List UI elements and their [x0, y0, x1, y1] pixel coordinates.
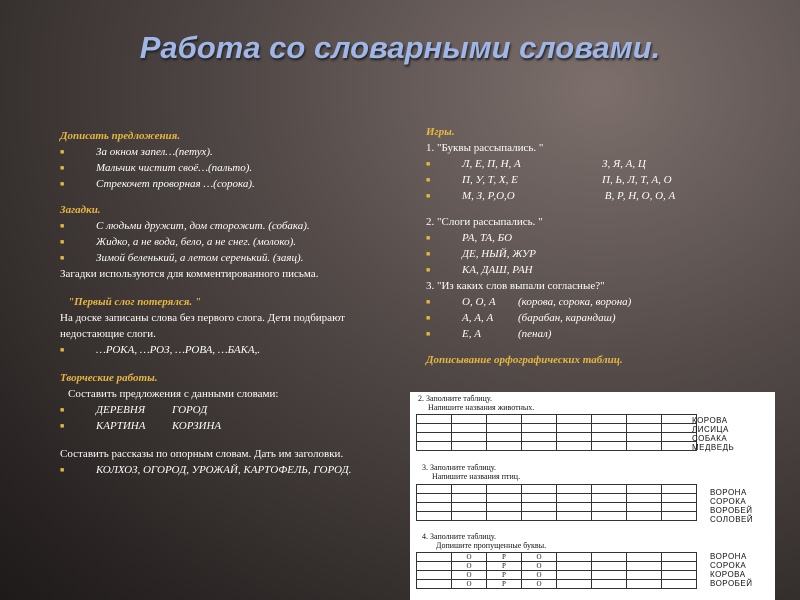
word-pair-second: ГОРОД — [172, 404, 208, 416]
game-3-title: 3. "Из каких слов выпали согласные?" — [426, 280, 605, 292]
list-item — [426, 326, 726, 342]
list-item: ■ С людьми дружит, дом сторожит. (собака). — [60, 218, 360, 234]
task-4-text — [422, 532, 546, 550]
list-item — [60, 418, 360, 434]
task-2-words — [692, 416, 734, 452]
letters-b: П, Ь, Л, Т, А, О — [602, 174, 672, 186]
stories-text: Составить рассказы по опорным словам. Дать им заголовки. — [60, 448, 344, 460]
game-2-title: 2. "Слоги рассыпались. " — [426, 216, 543, 228]
task-4-line-2: Допишите пропущенные буквы. — [436, 541, 547, 550]
slide-title: Работа со словарными словами. — [139, 30, 661, 65]
letters: О, О, А — [462, 296, 496, 308]
list-item: ■ За окном запел…(петух). — [60, 144, 360, 160]
section-header-tables: Дописывание орфографических таблиц. — [426, 354, 623, 366]
word: СОРОКА — [710, 561, 747, 570]
list-item: ■ КА, ДАШ, РАН — [426, 262, 726, 278]
list-item — [426, 188, 726, 204]
letters: А, А, А — [462, 312, 494, 324]
list-item: ■ Стрекочет проворная …(сорока). — [60, 176, 360, 192]
task-4-words — [710, 552, 753, 588]
answer: (корова, сорока, ворона) — [518, 296, 632, 308]
word: ВОРОНА — [710, 552, 747, 561]
game-1-title: 1. "Буквы рассыпались. " — [426, 142, 544, 154]
word: КОРОВА — [710, 570, 746, 579]
right-column — [426, 124, 726, 368]
section-header-creative-work: Творческие работы. — [60, 372, 158, 384]
task-4-grid: О Р О О Р О О Р О О Р О — [416, 552, 697, 589]
creative-work-text: Составить предложения с данными словами: — [68, 388, 279, 400]
section-header-complete-sentences: Дописать предложения. — [60, 130, 181, 142]
word-pair-first: КАРТИНА — [96, 420, 146, 432]
task-2-line-2: Напишите названия животных. — [428, 403, 535, 412]
task-3-text — [422, 463, 520, 481]
letters-a: П, У, Т, Х, Е — [462, 174, 518, 186]
list-item: ■ Жидко, а не вода, бело, а не снег. (молоко). — [60, 234, 360, 250]
list-item — [426, 156, 726, 172]
word: СОЛОВЕЙ — [710, 515, 754, 524]
worksheet-image — [410, 392, 775, 600]
list-item: ■ РА, ТА, БО — [426, 230, 726, 246]
letters-b: В, Р, Н, О, О, А — [602, 190, 676, 202]
list-item — [426, 294, 726, 310]
list-item: ■ ДЕ, НЫЙ, ЖУР — [426, 246, 726, 262]
task-2-text — [418, 394, 534, 412]
answer: (пенал) — [518, 328, 552, 340]
riddles-note: Загадки используются для комментированного письма. — [60, 268, 319, 280]
word: ЛИСИЦА — [692, 425, 729, 434]
list-item: ■ …РОКА, …РОЗ, …РОВА, …БАКА,. — [60, 342, 360, 358]
word: ВОРОБЕЙ — [710, 579, 753, 588]
letters-a: Л, Е, П, Н, А — [462, 158, 521, 170]
task-3-line-2: Напишите названия птиц. — [432, 472, 521, 481]
word-pair-first: ДЕРЕВНЯ — [96, 404, 146, 416]
word: СОБАКА — [692, 434, 728, 443]
list-item: ■ КОЛХОЗ, ОГОРОД, УРОЖАЙ, КАРТОФЕЛЬ, ГОРОД. — [60, 462, 360, 478]
list-item — [426, 310, 726, 326]
list-item: ■ Мальчик чистит своё…(пальто). — [60, 160, 360, 176]
section-header-riddles: Загадки. — [60, 204, 101, 216]
task-2-grid — [416, 414, 697, 451]
task-3-words — [710, 488, 753, 524]
first-syllable-text: На доске записаны слова без первого слога. Дети подбирают недостающие слоги. — [60, 312, 345, 340]
letters-b: З, Я, А, Ц — [602, 158, 646, 170]
word: МЕДВЕДЬ — [692, 443, 735, 452]
left-column — [60, 128, 360, 478]
task-3-grid — [416, 484, 697, 521]
word: СОРОКА — [710, 497, 747, 506]
word: ВОРОБЕЙ — [710, 506, 753, 515]
task-3-line-1: 3. Заполните таблицу. — [422, 463, 496, 472]
word-pair-second: КОРЗИНА — [172, 420, 222, 432]
section-header-first-syllable: "Первый слог потерялся. " — [68, 296, 202, 308]
word: ВОРОНА — [710, 488, 747, 497]
list-item — [60, 402, 360, 418]
task-4-line-1: 4. Заполните таблицу. — [422, 532, 496, 541]
answer: (барабан, карандаш) — [518, 312, 616, 324]
task-2-line-1: 2. Заполните таблицу. — [418, 394, 492, 403]
word: КОРОВА — [692, 416, 728, 425]
section-header-games: Игры. — [426, 126, 455, 138]
letters: Е, А — [462, 328, 481, 340]
letters-a: М, З, Р,О,О — [462, 190, 515, 202]
list-item — [426, 172, 726, 188]
list-item: ■ Зимой беленький, а летом серенький. (заяц). — [60, 250, 360, 266]
